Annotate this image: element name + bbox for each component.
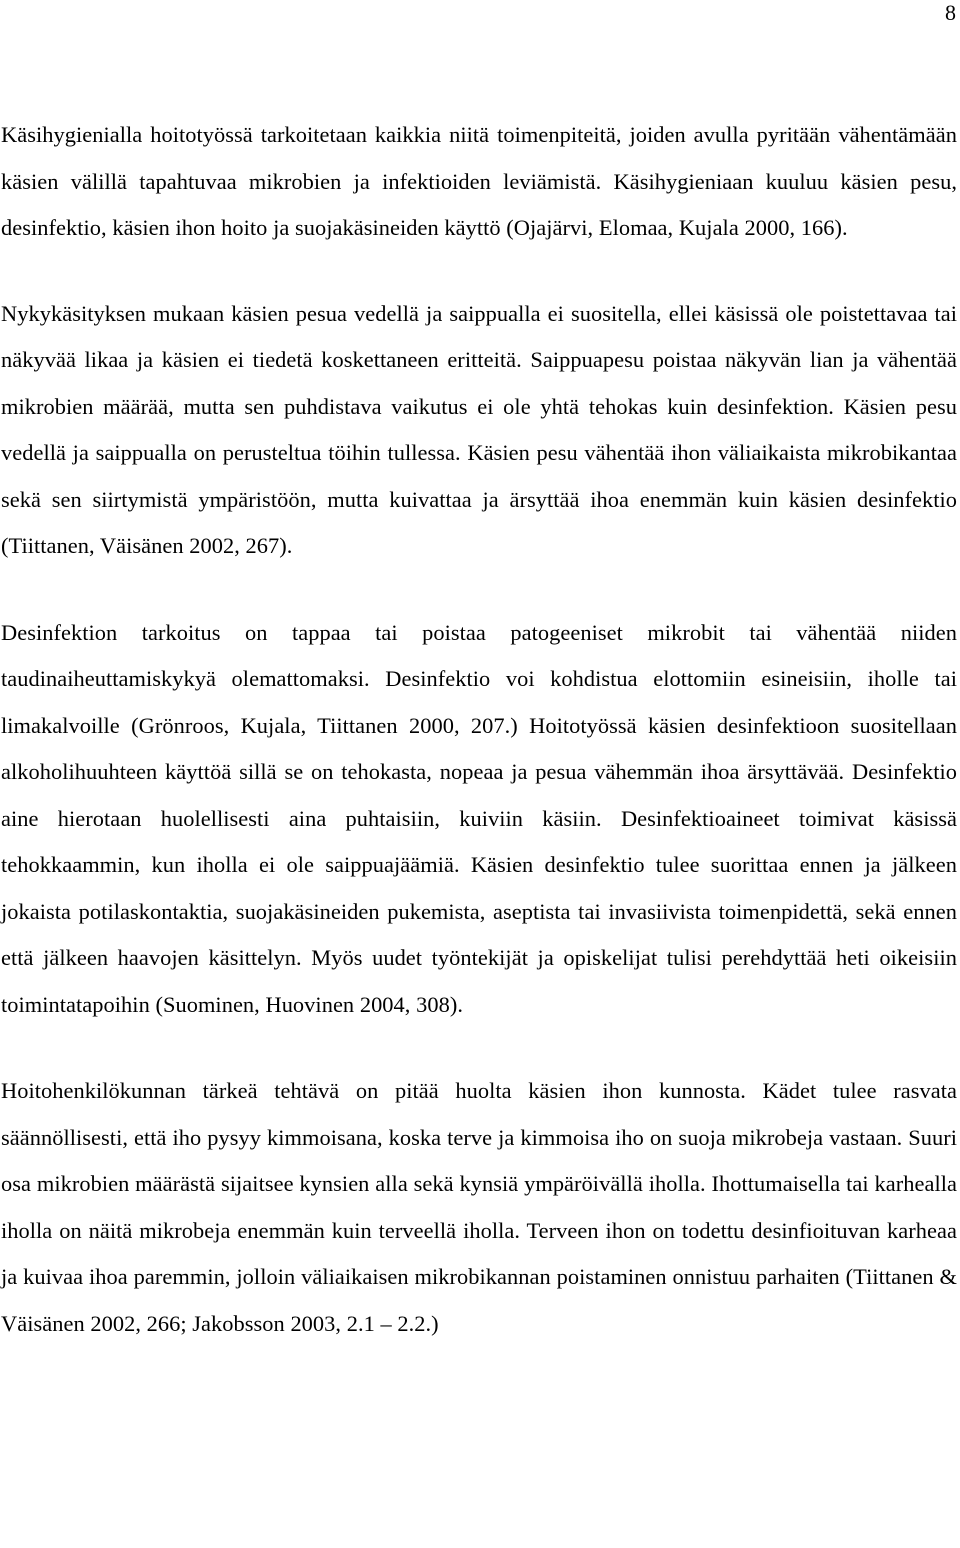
page-number: 8 [945,0,956,25]
paragraph-hand-hygiene-definition: Käsihygienialla hoitotyössä tarkoitetaan kaikkia niitä toimenpiteitä, joiden avulla pyritään vähentämään käsien välillä tapahtuvaa mikrobien ja infektioiden leviämistä. Käsihygieniaan kuuluu käsien pesu, desinfektio, käsien ihon hoito ja suojakäsineiden käyttö (Ojajärvi, Elomaa, Kujala 2000, 166). [1,122,957,240]
paragraph-hand-washing: Nykykäsityksen mukaan käsien pesua vedellä ja saippualla ei suositella, ellei käsissä ole poistettavaa tai näkyvää likaa ja käsien ei tiedetä koskettaneen eritteitä. Saippuapesu poistaa näkyvän lian ja vähentää mikrobien määrää, mutta sen puhdistava vaikutus ei ole yhtä tehokas kuin desinfektion. Käsien pesu vedellä ja saippualla on perusteltua töihin tullessa. Käsien pesu vähentää ihon väliaikaista mikrobikantaa sekä sen siirtymistä ympäristöön, mutta kuivattaa ja ärsyttää ihoa enemmän kuin käsien desinfektio (Tiittanen, Väisänen 2002, 267). [1,300,957,558]
document-body [1,112,957,1347]
paragraph-disinfection: Desinfektion tarkoitus on tappaa tai poistaa patogeeniset mikrobit tai vähentää niiden taudinaiheuttamiskykyä olemattomaksi. Desinfektio voi kohdistua elottomiin esineisiin, iholle tai limakalvoille (Grönroos, Kujala, Tiittanen 2000, 207.) Hoitotyössä käsien desinfektioon suositellaan alkoholihuuhteen käyttöä sillä se on tehokasta, nopeaa ja pesua vähemmän ihoa ärsyttävää. Desinfektio aine hierotaan huolellisesti aina puhtaisiin, kuiviin käsiin. Desinfektioaineet toimivat käsissä tehokkaammin, kun iholla ei ole saippuajäämiä. Käsien desinfektio tulee suorittaa ennen ja jälkeen jokaista potilaskontaktia, suojakäsineiden pukemista, aseptista tai invasiivista toimenpidettä, sekä ennen että jälkeen haavojen käsittelyn. Myös uudet työntekijät ja opiskelijat tulisi perehdyttää heti oikeisiin toimintatapoihin (Suominen, Huovinen 2004, 308). [1,619,957,1017]
paragraph-skin-care: Hoitohenkilökunnan tärkeä tehtävä on pitää huolta käsien ihon kunnosta. Kädet tulee rasvata säännöllisesti, että iho pysyy kimmoisana, koska terve ja kimmoisa iho on suoja mikrobeja vastaan. Suuri osa mikrobien määrästä sijaitsee kynsien alla sekä kynsiä ympäröivällä iholla. Ihottumaisella tai karhealla iholla on näitä mikrobeja enemmän kuin terveellä iholla. Terveen ihon on todettu desinfioituvan karheaa ja kuivaa ihoa paremmin, jolloin väliaikaisen mikrobikannan poistaminen onnistuu parhaiten (Tiittanen & Väisänen 2002, 266; Jakobsson 2003, 2.1 – 2.2.) [1,1078,957,1336]
